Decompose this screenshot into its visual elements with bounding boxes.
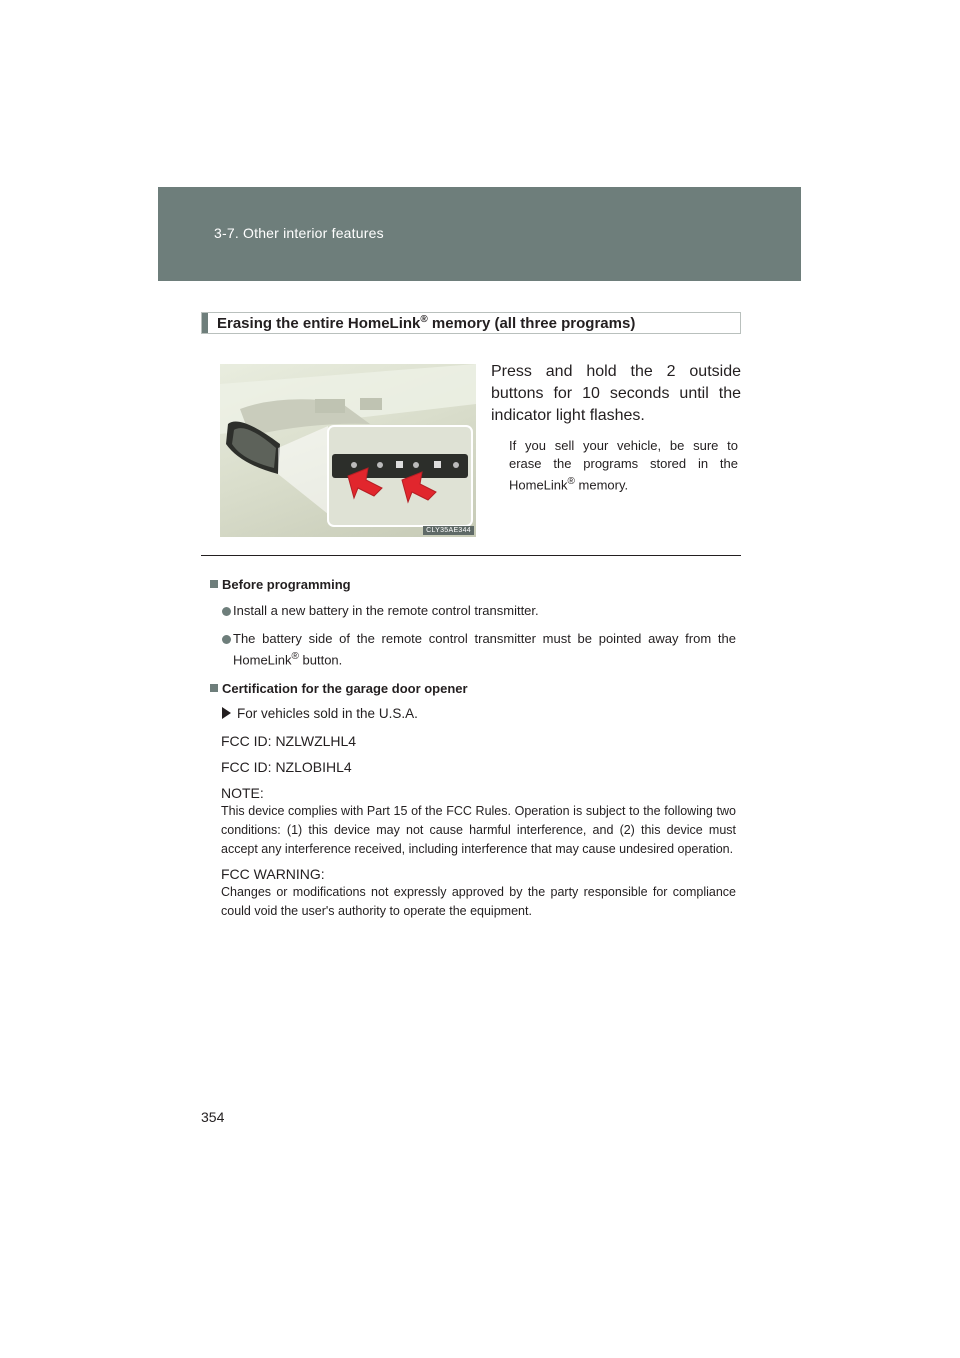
- note-text-a: If you sell your vehicle, be sure to erase the programs stored in the HomeLink: [509, 438, 738, 493]
- bullet-text: The battery side of the remote control transmitter must be pointed away from the HomeLink: [233, 631, 736, 668]
- region-text: For vehicles sold in the U.S.A.: [237, 706, 418, 722]
- warning-label: FCC WARNING:: [221, 866, 325, 883]
- note-label: NOTE:: [221, 785, 264, 802]
- registered-mark: ®: [567, 476, 575, 487]
- topic-title-rest: memory (all three programs): [427, 315, 636, 332]
- note-text-b: memory.: [574, 477, 629, 493]
- registered-mark: ®: [291, 651, 299, 662]
- press-arrow-left: [348, 468, 382, 498]
- bullet-text: Install a new battery in the remote control transmitter.: [233, 603, 539, 618]
- info-section: [210, 575, 736, 921]
- before-heading-text: Before programming: [222, 577, 351, 592]
- region-line: [210, 705, 736, 723]
- sell-vehicle-note: [509, 437, 738, 494]
- press-arrows: [220, 364, 476, 537]
- fcc-id-2: FCC ID: NZLOBIHL4: [221, 759, 352, 776]
- bullet-icon: [222, 635, 231, 644]
- warning-body: Changes or modifications not expressly approved by the party responsible for compliance could void the user's authority to operate the equipment.: [221, 885, 736, 919]
- bullet-battery: [210, 602, 736, 620]
- registered-mark: ®: [420, 314, 428, 325]
- fcc-id-1: FCC ID: NZLWZLHL4: [221, 733, 357, 750]
- bullet-text-end: button.: [298, 652, 343, 668]
- note-body: This device complies with Part 15 of the FCC Rules. Operation is subject to the following two conditions: (1) this device may not cause harmful interference, and (2) this device must accept any interference received, including interference that may cause undesired operation.: [221, 804, 736, 857]
- topic-title: [217, 314, 635, 332]
- bullet-battery-side: [210, 630, 736, 669]
- square-icon: [210, 684, 218, 692]
- figure-code: CLY35AE344: [423, 526, 474, 535]
- homelink-illustration: [220, 364, 476, 537]
- before-programming-heading: [210, 575, 736, 595]
- topic-accent: [202, 313, 208, 333]
- triangle-icon: [222, 707, 231, 719]
- bullet-icon: [222, 607, 231, 616]
- divider: [201, 555, 741, 556]
- topic-bar: [201, 312, 741, 334]
- square-icon: [210, 580, 218, 588]
- certification-heading: [210, 679, 736, 699]
- section-label: 3-7. Other interior features: [214, 225, 384, 241]
- cert-heading-text: Certification for the garage door opener: [222, 681, 468, 697]
- instruction-text: Press and hold the 2 outside buttons for 10 seconds until the indicator light flashes.: [491, 363, 741, 424]
- page-number: 354: [201, 1109, 225, 1125]
- press-arrow-right: [402, 472, 436, 502]
- topic-title-text: Erasing the entire HomeLink: [217, 315, 421, 332]
